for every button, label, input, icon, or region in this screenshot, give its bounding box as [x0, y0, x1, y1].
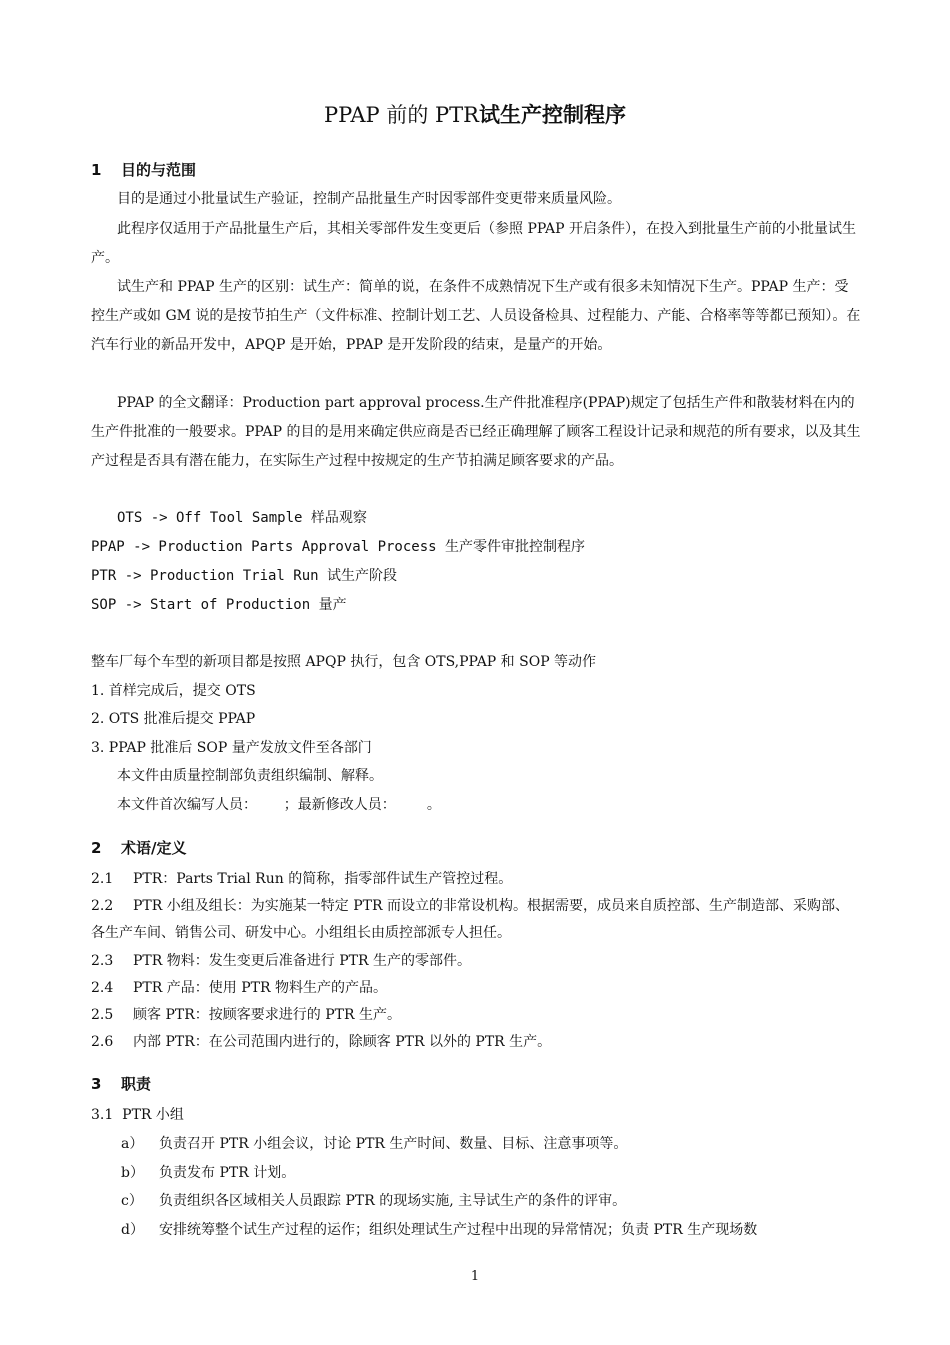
document-title — [0, 98, 950, 132]
definition-text: PTR 小组及组长：为实施某一特定 PTR 而设立的非常设机构。根据需要，成员来自质控部、生产制造部、采购部、各生产车间、销售公司、研发中心。小组组长由质控部派专人担任。 — [91, 898, 849, 941]
item-marker: c） — [121, 1193, 143, 1209]
section-3-heading — [91, 1074, 151, 1094]
title-bold: 试生产控制程序 — [478, 103, 626, 127]
section-2-heading — [91, 838, 186, 858]
paragraph: 本文件由质量控制部负责组织编制、解释。 — [117, 768, 383, 784]
section-number: 3 — [91, 1075, 102, 1093]
paragraph: 整车厂每个车型的新项目都是按照 APQP 执行，包含 OTS,PPAP 和 SOP 等动作 — [91, 654, 597, 670]
paragraph: 目的是通过小批量试生产验证，控制产品批量生产时因零部件变更带来质量风险。 — [117, 191, 621, 207]
item-text: 负责召开 PTR 小组会议，讨论 PTR 生产时间、数量、目标、注意事项等。 — [159, 1136, 628, 1152]
section-title: 术语/定义 — [121, 839, 187, 857]
definition-text: 内部 PTR：在公司范围内进行的，除顾客 PTR 以外的 PTR 生产。 — [133, 1034, 552, 1050]
definition-item — [91, 948, 861, 975]
list-item: 2. OTS 批准后提交 PPAP — [91, 711, 256, 727]
definition-item — [91, 1029, 861, 1056]
abbreviation-line: SOP -> Start of Production 量产 — [91, 597, 347, 613]
abbreviation-line: PPAP -> Production Parts Approval Process 生产零件审批控制程序 — [91, 539, 586, 555]
definition-number: 2.4 — [91, 980, 114, 996]
definition-item — [91, 893, 861, 947]
section-title: 职责 — [121, 1075, 152, 1093]
item-marker: b） — [121, 1165, 144, 1181]
paragraph: 此程序仅适用于产品批量生产后，其相关零部件发生变更后（参照 PPAP 开启条件），在投入到批量生产前的小批量试生产。 — [91, 221, 856, 266]
list-item: 1. 首样完成后，提交 OTS — [91, 683, 256, 699]
paragraph: PPAP 的全文翻译：Production part approval process.生产件批准程序(PPAP)规定了包括生产件和散装材料在内的生产件批准的一般要求。PPAP 的目的是用来确定供应商是否已经正确理解了顾客工程设计记录和规范的所有要求，以及其生产过程是否具有潜在能力，在实际生产过程中按规定的生产节拍满足顾客要求的产品。 — [91, 395, 861, 469]
item-text: 安排统筹整个试生产过程的运作；组织处理试生产过程中出现的异常情况；负责 PTR 生产现场数 — [159, 1222, 758, 1238]
definition-number: 2.5 — [91, 1007, 114, 1023]
definition-text: PTR 产品：使用 PTR 物料生产的产品。 — [133, 980, 387, 996]
definition-item — [91, 866, 861, 893]
definition-item — [91, 975, 861, 1002]
subsection-heading: 3.1 PTR 小组 — [91, 1107, 184, 1123]
definition-text: 顾客 PTR：按顾客要求进行的 PTR 生产。 — [133, 1007, 401, 1023]
page-number: 1 — [470, 1269, 480, 1284]
definition-number: 2.3 — [91, 953, 114, 969]
item-marker: a） — [121, 1136, 144, 1152]
section-number: 2 — [91, 839, 102, 857]
title-prefix: PPAP 前的 PTR — [324, 103, 479, 127]
item-text: 负责组织各区域相关人员跟踪 PTR 的现场实施, 主导试生产的条件的评审。 — [159, 1193, 627, 1209]
paragraph: 试生产和 PPAP 生产的区别：试生产：简单的说，在条件不成熟情况下生产或有很多未知情况下生产。PPAP 生产：受控生产或如 GM 说的是按节拍生产（文件标准、控制计划工艺、人员设备检具、过程能力、产能、合格率等等都已预知）。在汽车行业的新品开发中，APQP 是开始，PPAP 是开发阶段的结束，是量产的开始。 — [91, 279, 861, 353]
responsibility-item — [121, 1163, 295, 1183]
definition-number: 2.1 — [91, 871, 114, 887]
definition-number: 2.2 — [91, 898, 114, 914]
responsibility-item — [121, 1134, 627, 1154]
definition-item — [91, 1002, 861, 1029]
definition-text: PTR 物料：发生变更后准备进行 PTR 生产的零部件。 — [133, 953, 471, 969]
section-1-heading — [91, 160, 196, 180]
section-number: 1 — [91, 161, 102, 179]
item-text: 负责发布 PTR 计划。 — [159, 1165, 296, 1181]
list-item: 3. PPAP 批准后 SOP 量产发放文件至各部门 — [91, 740, 372, 756]
paragraph: 本文件首次编写人员： ；最新修改人员： 。 — [117, 797, 441, 813]
abbreviation-line: PTR -> Production Trial Run 试生产阶段 — [91, 568, 398, 584]
item-marker: d） — [121, 1222, 144, 1238]
definition-text: PTR：Parts Trial Run 的简称，指零部件试生产管控过程。 — [133, 871, 513, 887]
section-title: 目的与范围 — [121, 161, 197, 179]
definition-number: 2.6 — [91, 1034, 114, 1050]
abbreviation-line: OTS -> Off Tool Sample 样品观察 — [117, 510, 367, 526]
responsibility-item — [121, 1191, 626, 1211]
responsibility-item — [121, 1220, 757, 1240]
